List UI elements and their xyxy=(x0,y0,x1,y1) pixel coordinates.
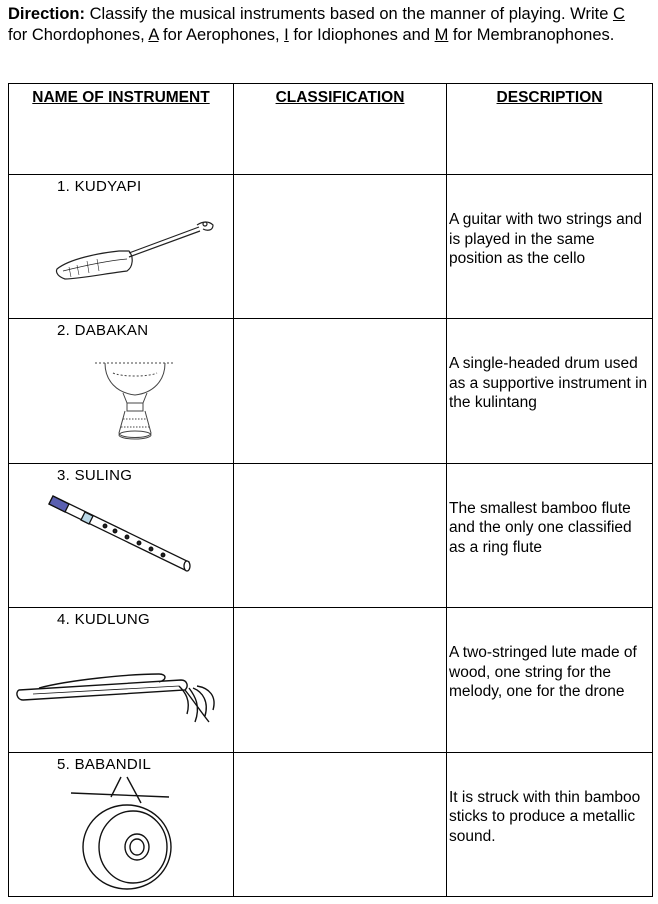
classification-answer[interactable] xyxy=(234,608,446,751)
instrument-cell xyxy=(9,463,234,607)
letter-m: M xyxy=(434,26,449,44)
kudyapi-icon xyxy=(9,197,234,313)
instrument-name: 1. KUDYAPI xyxy=(57,178,142,196)
instrument-cell xyxy=(9,175,234,319)
header-classification: CLASSIFICATION xyxy=(234,84,447,175)
instrument-cell xyxy=(9,319,234,463)
direction-label: Direction: xyxy=(8,5,86,23)
instrument-name: 5. BABANDIL xyxy=(57,755,152,773)
direction-part: for Aerophones, xyxy=(158,26,285,44)
instrument-table xyxy=(8,83,653,897)
classification-cell[interactable] xyxy=(234,608,447,752)
description-cell xyxy=(447,319,653,463)
suling-icon xyxy=(9,486,234,602)
table-row xyxy=(9,608,653,752)
header-description: DESCRIPTION xyxy=(447,84,653,175)
instrument-name: 2. DABAKAN xyxy=(57,322,149,340)
classification-answer[interactable] xyxy=(234,464,446,607)
babandil-icon xyxy=(9,775,234,891)
instrument-description: It is struck with thin bamboo sticks to produce a metallic sound. xyxy=(449,788,641,845)
direction-part: Classify the musical instruments based on the manner of playing. Write xyxy=(85,5,613,23)
instrument-description: A single-headed drum used as a supportive instrument in the kulintang xyxy=(449,355,648,412)
classification-answer[interactable] xyxy=(234,753,446,896)
classification-answer[interactable] xyxy=(234,175,446,318)
classification-cell[interactable] xyxy=(234,752,447,896)
direction-part: for Idiophones and xyxy=(288,26,435,44)
direction-part: for Chordophones, xyxy=(8,26,149,44)
dabakan-icon xyxy=(9,341,234,457)
table-row xyxy=(9,319,653,463)
table-row xyxy=(9,752,653,896)
instrument-name: 3. SULING xyxy=(57,466,133,484)
letter-c: C xyxy=(612,5,625,23)
classification-answer[interactable] xyxy=(234,319,446,462)
description-cell xyxy=(447,175,653,319)
classification-cell[interactable] xyxy=(234,463,447,607)
instrument-cell xyxy=(9,608,234,752)
direction-text xyxy=(8,4,648,46)
instrument-description: A guitar with two strings and is played in the same position as the cello xyxy=(449,211,642,268)
description-cell xyxy=(447,752,653,896)
instrument-cell xyxy=(9,752,234,896)
header-name: NAME OF INSTRUMENT xyxy=(9,84,234,175)
direction-part: for Membranophones. xyxy=(448,26,615,44)
instrument-name: 4. KUDLUNG xyxy=(57,611,151,629)
classification-cell[interactable] xyxy=(234,319,447,463)
classification-cell[interactable] xyxy=(234,175,447,319)
letter-i: I xyxy=(284,26,289,44)
table-row xyxy=(9,463,653,607)
instrument-description: A two-stringed lute made of wood, one string for the melody, one for the drone xyxy=(449,644,637,701)
description-cell xyxy=(447,608,653,752)
description-cell xyxy=(447,463,653,607)
header-row xyxy=(9,84,653,175)
instrument-description: The smallest bamboo flute and the only one classified as a ring flute xyxy=(449,499,632,556)
letter-a: A xyxy=(148,26,159,44)
table-row xyxy=(9,175,653,319)
kudlung-icon xyxy=(9,630,234,746)
